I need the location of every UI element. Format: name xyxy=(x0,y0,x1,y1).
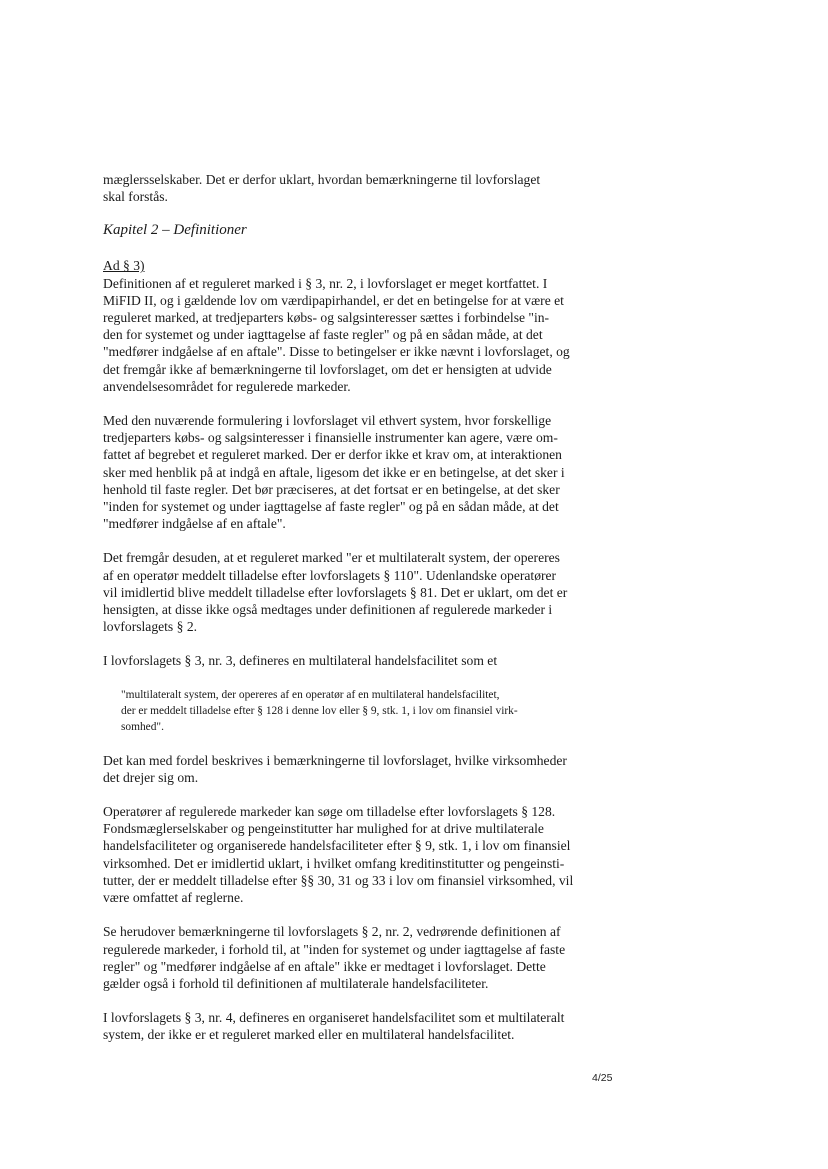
chapter-heading: Kapitel 2 – Definitioner xyxy=(103,222,247,239)
paragraph: Se herudover bemærkningerne til lovforslagets § 2, nr. 2, vedrørende definitionen af regulerede markeder, i forhold til, at "inden for systemet og under iagttagelse af faste regler" og "medfører indgåelse af en aftale" ikke er medtaget i lovforslaget. Dette gælder også i forhold til definitionen af multilaterale handelsfaciliteter. xyxy=(103,924,566,991)
document-body xyxy=(103,171,598,1061)
paragraph: Med den nuværende formulering i lovforslaget vil ethvert system, hvor forskellige tredjeparters købs- og salgsinteresser i finansielle instrumenter kan agere, være om- fattet af begrebet et reguleret marked. Der er derfor ikke et krav om, at interaktionen sker med henblik på at indgå en aftale, ligesom det ikke er en betingelse, at det sker i henhold til faste regler. Det bør præciseres, at det fortsat er en betingelse, at det sker "inden for systemet og under iagttagelse af faste regler" og på en sådan måde, at det "medfører indgåelse af en aftale". xyxy=(103,413,565,532)
intro-paragraph: mæglersselskaber. Det er derfor uklart, hvordan bemærkningerne til lovforslaget skal forstås. xyxy=(103,172,541,205)
paragraph: I lovforslagets § 3, nr. 4, defineres en organiseret handelsfacilitet som et multilateralt system, der ikke er et reguleret marked eller en multilateral handelsfacilitet. xyxy=(103,1010,565,1043)
paragraph: Det fremgår desuden, at et reguleret marked "er et multilateralt system, der opereres af en operatør meddelt tilladelse efter lovforslagets § 110". Udenlandske operatører vil imidlertid blive meddelt tilladelse efter lovforslagets § 81. Det er uklart, om det er hensigten, at disse ikke også medtages under definitionen af regulerede markeder i lovforslagets § 2. xyxy=(103,550,568,635)
paragraph: Det kan med fordel beskrives i bemærkningerne til lovforslaget, hvilke virksomheder det drejer sig om. xyxy=(103,752,567,785)
paragraph: Operatører af regulerede markeder kan søge om tilladelse efter lovforslagets § 128. Fondsmæglerselskaber og pengeinstitutter har mulighed for at drive multilaterale handelsfaciliteter og organiserede handelsfaciliteter efter § 9, stk. 1, i lov om finansiel virksomhed. Det er imidlertid uklart, i hvilket omfang kreditinstitutter og pengeinsti- tutter, der er meddelt tilladelse efter §§ 30, 31 og 33 i lov om finansiel virksomhed, vil være omfattet af reglerne. xyxy=(103,804,574,906)
block-quote: "multilateralt system, der opereres af en operatør af en multilateral handelsfacilitet, der er meddelt tilladelse efter § 128 i denne lov eller § 9, stk. 1, i lov om finansiel virk- somhed". xyxy=(121,688,518,733)
section-reference xyxy=(103,257,598,274)
section-ref-text: Ad § 3) xyxy=(103,258,145,274)
paragraph: Definitionen af et reguleret marked i § 3, nr. 2, i lovforslaget er meget kortfattet. I MiFID II, og i gældende lov om værdipapirhandel, er det en betingelse for at være et reguleret marked, at tredjeparters købs- og salgsinteresser sættes i forbindelse "in- den for systemet og under iagttagelse af faste regler" og på en sådan måde, at det "medfører indgåelse af en aftale". Disse to betingelser er ikke nævnt i lovforslaget, og det fremgår ikke af bemærkningerne til lovforslaget, om det er hensigten at udvide anvendelsesområdet for regulerede markeder. xyxy=(103,275,570,394)
paragraph: I lovforslagets § 3, nr. 3, defineres en multilateral handelsfacilitet som et xyxy=(103,653,498,669)
page-number: 4/25 xyxy=(592,1072,613,1084)
